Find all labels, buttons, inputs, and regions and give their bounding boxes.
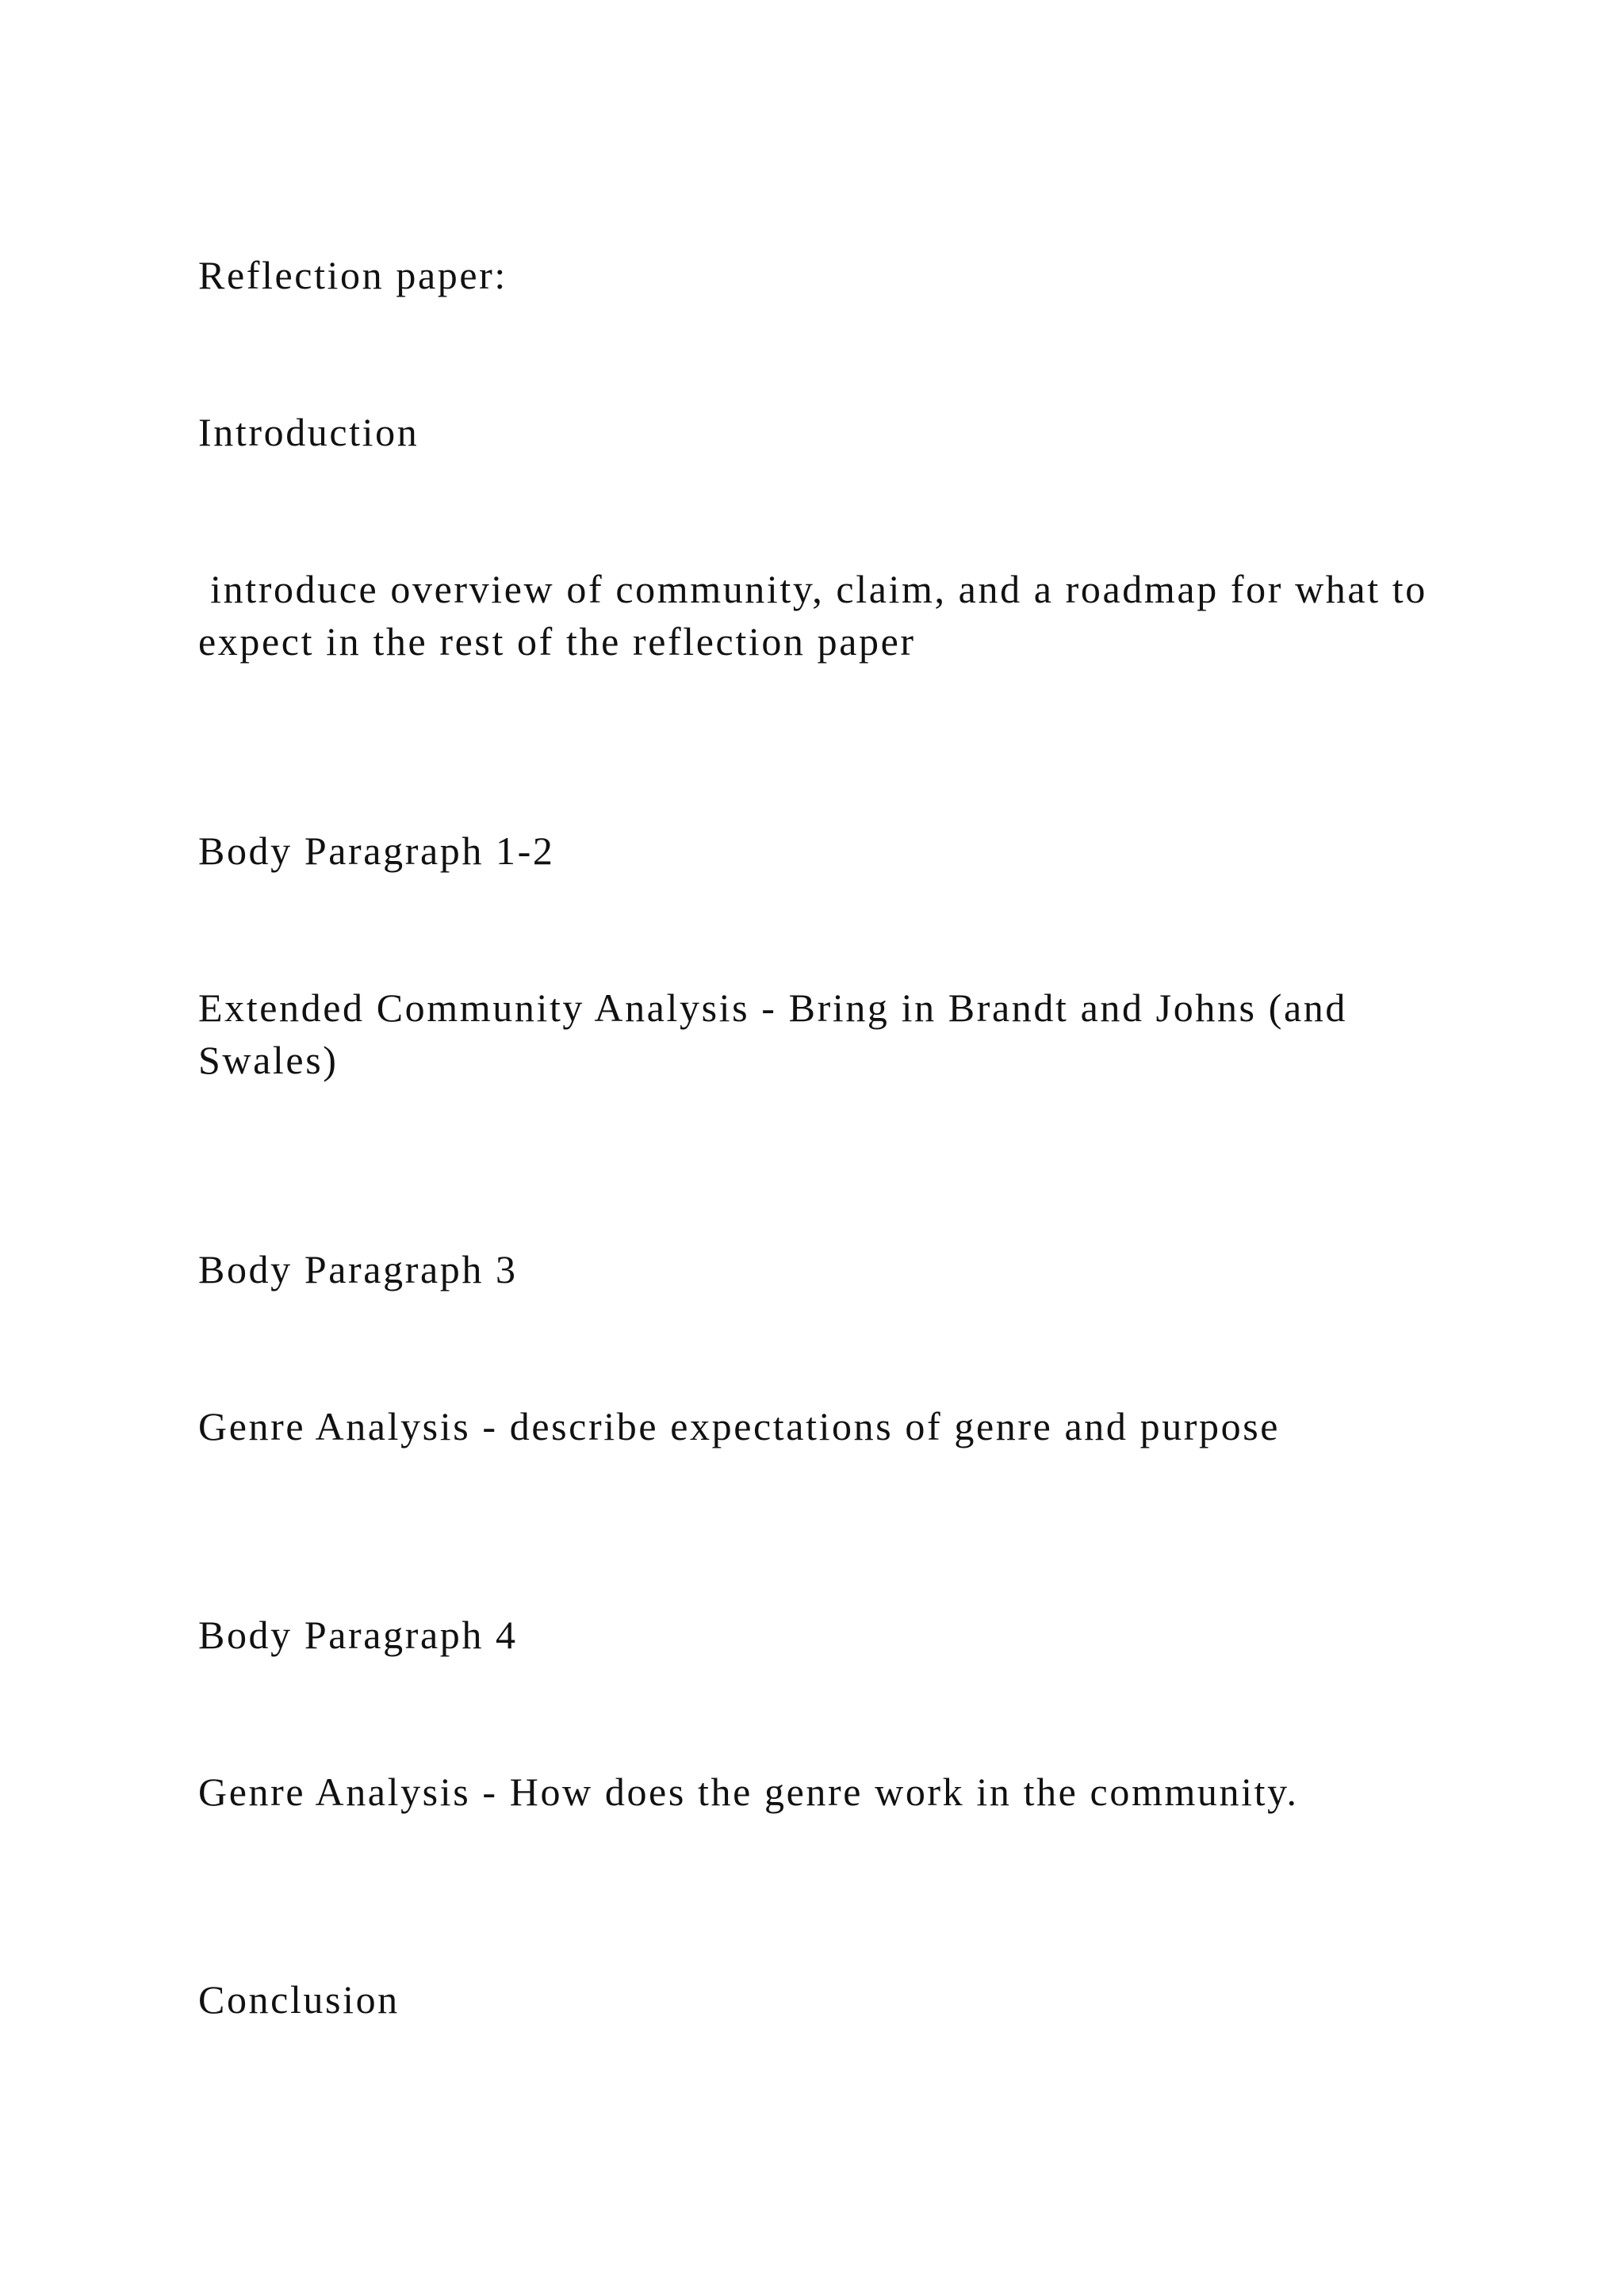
section-heading-body-3: Body Paragraph 3 <box>198 1247 518 1292</box>
section-heading-body-1-2: Body Paragraph 1-2 <box>198 828 555 873</box>
section-heading-body-4: Body Paragraph 4 <box>198 1613 518 1657</box>
section-body-body-4: Genre Analysis - How does the genre work in the community. <box>198 1770 1299 1814</box>
section-heading-conclusion: Conclusion <box>198 1977 400 2022</box>
section-body-body-3: Genre Analysis - describe expectations of genre and purpose <box>198 1404 1281 1448</box>
document-title: Reflection paper: <box>198 253 508 297</box>
section-heading-introduction: Introduction <box>198 410 419 454</box>
section-body-body-1-2: Extended Community Analysis - Bring in Brandt and Johns (and Swales) <box>198 985 1360 1082</box>
section-body-introduction: introduce overview of community, claim, and a roadmap for what to expect in the rest of the reflection paper <box>198 567 1439 664</box>
